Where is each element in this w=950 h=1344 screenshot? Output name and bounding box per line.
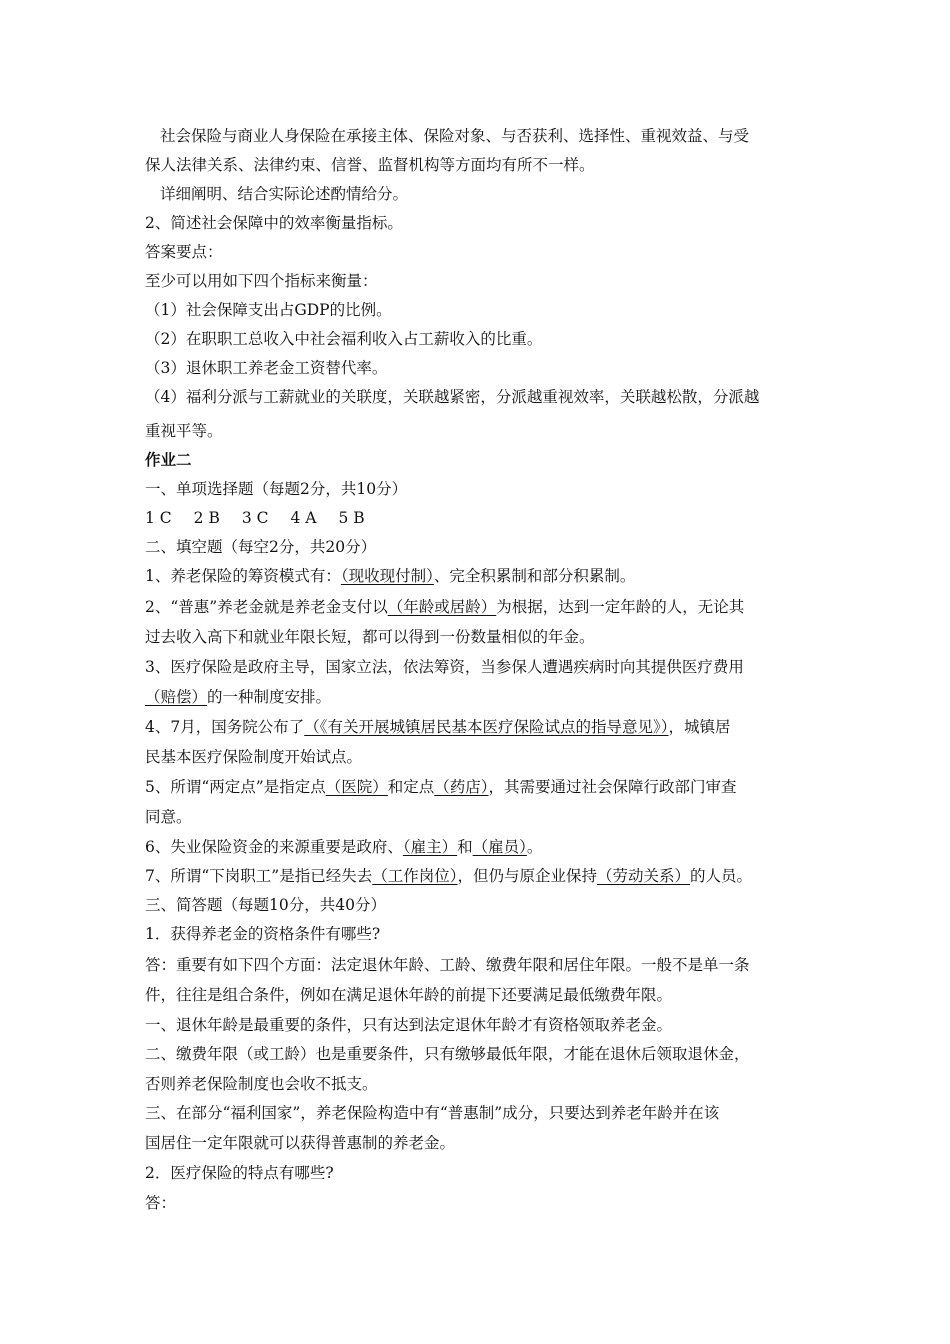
- question-text: 。: [526, 838, 543, 856]
- paragraph-line: 答：重要有如下四个方面：法定退休年龄、工龄、缴费年限和居住年限。一般不是单一条: [145, 956, 750, 974]
- answer-item: 5 B: [338, 509, 365, 527]
- paragraph-line: 至少可以用如下四个指标来衡量：: [145, 272, 378, 290]
- fill-question: [145, 866, 752, 886]
- fill-question: [145, 837, 542, 857]
- blank-answer: （赔偿）: [145, 688, 208, 706]
- blank-answer: （医院）: [325, 778, 388, 796]
- paragraph-line: 详细阐明、结合实际论述酌情给分。: [160, 185, 409, 203]
- blank-answer: （年龄或居龄）: [387, 598, 497, 616]
- fill-question: [145, 687, 331, 707]
- question-title: 1．获得养老金的资格条件有哪些?: [145, 925, 381, 943]
- question-text: 、完全积累制和部分积累制。: [433, 567, 636, 585]
- question-text: ，其需要通过社会保障行政部门审查: [488, 778, 737, 796]
- paragraph-line: 二、缴费年限（或工龄）也是重要条件，只有缴够最低年限，才能在退休后领取退休金，: [145, 1045, 750, 1063]
- question-text: 和: [457, 838, 473, 856]
- answer-key: [145, 508, 387, 528]
- section-heading: 作业二: [145, 451, 192, 469]
- paragraph-line: 重视平等。: [145, 422, 223, 440]
- question-text: 的一种制度安排。: [207, 688, 332, 706]
- question-text: 4、7月，国务院公布了: [145, 718, 305, 736]
- question-text: 为根据，达到一定年龄的人，无论其: [496, 598, 745, 616]
- paragraph-line: 国居住一定年限就可以获得普惠制的养老金。: [145, 1134, 456, 1152]
- paragraph-line: 保人法律关系、法律约束、信誉、监督机构等方面均有所不一样。: [145, 156, 595, 174]
- list-item: （2）在职职工总收入中社会福利收入占工薪收入的比重。: [145, 330, 543, 348]
- fill-question: [145, 777, 737, 797]
- question-text: 5、所谓“两定点”是指定点: [145, 778, 326, 796]
- list-item: （1）社会保障支出占GDP的比例。: [145, 301, 392, 319]
- question-text: ，但仍与原企业保持: [457, 867, 597, 885]
- fill-question: 3、医疗保险是政府主导，国家立法，依法筹资，当参保人遭遇疾病时向其提供医疗费用: [145, 658, 744, 676]
- blank-answer: （劳动关系）: [597, 867, 691, 885]
- blank-answer: （雇员）: [472, 838, 527, 856]
- answer-item: 3 C: [241, 509, 269, 527]
- question-title: 2．医疗保险的特点有哪些?: [145, 1164, 334, 1182]
- answer-label: 答案要点：: [145, 243, 223, 261]
- answer-item: 4 A: [290, 509, 317, 527]
- section-title: 二、填空题（每空2分，共20分）: [145, 538, 377, 556]
- paragraph-line: 三、在部分“福利国家”，养老保险构造中有“普惠制”成分，只要达到养老年龄并在该: [145, 1104, 720, 1122]
- paragraph-line: 否则养老保险制度也会收不抵支。: [145, 1075, 378, 1093]
- answer-label: 答：: [145, 1194, 177, 1212]
- blank-answer: （工作岗位）: [372, 867, 458, 885]
- paragraph-line: 件，往往是组合条件，例如在满足退休年龄的前提下还要满足最低缴费年限。: [145, 986, 673, 1004]
- list-item: （3）退休职工养老金工资替代率。: [145, 359, 388, 377]
- question-text: ，城镇居: [668, 718, 731, 736]
- fill-question: [145, 717, 731, 737]
- answer-item: 1 C: [145, 509, 172, 527]
- fill-question: [145, 597, 744, 617]
- section-title: 一、单项选择题（每题2分，共10分）: [145, 480, 408, 498]
- paragraph-line: 过去收入高下和就业年限长短，都可以得到一份数量相似的年金。: [145, 628, 595, 646]
- question-text: 7、所谓“下岗职工”是指已经失去: [145, 867, 373, 885]
- list-item: （4）福利分派与工薪就业的关联度，关联越紧密，分派越重视效率，关联越松散，分派越: [145, 388, 760, 406]
- question-text: 和定点: [387, 778, 435, 796]
- paragraph-line: 同意。: [145, 808, 192, 826]
- question-text: 的人员。: [690, 867, 753, 885]
- blank-answer: （药店）: [434, 778, 489, 796]
- blank-answer: （现收现付制）: [340, 567, 434, 585]
- blank-answer: （雇主）: [402, 838, 458, 856]
- question-text: 1、养老保险的筹资模式有：: [145, 567, 341, 585]
- question-text: 2、“普惠”养老金就是养老金支付以: [145, 598, 388, 616]
- question-title: 2、简述社会保障中的效率衡量指标。: [145, 214, 403, 232]
- paragraph-line: 民基本医疗保险制度开始试点。: [145, 748, 363, 766]
- fill-question: [145, 566, 635, 586]
- blank-answer: （《有关开展城镇居民基本医疗保险试点的指导意见》）: [304, 718, 669, 736]
- answer-item: 2 B: [193, 509, 220, 527]
- question-text: 6、失业保险资金的来源重要是政府、: [145, 838, 403, 856]
- section-title: 三、简答题（每题10分，共40分）: [145, 896, 386, 914]
- paragraph-line: 一、退休年龄是最重要的条件，只有达到法定退休年龄才有资格领取养老金。: [145, 1016, 673, 1034]
- paragraph-line: 社会保险与商业人身保险在承接主体、保险对象、与否获利、选择性、重视效益、与受: [160, 127, 750, 145]
